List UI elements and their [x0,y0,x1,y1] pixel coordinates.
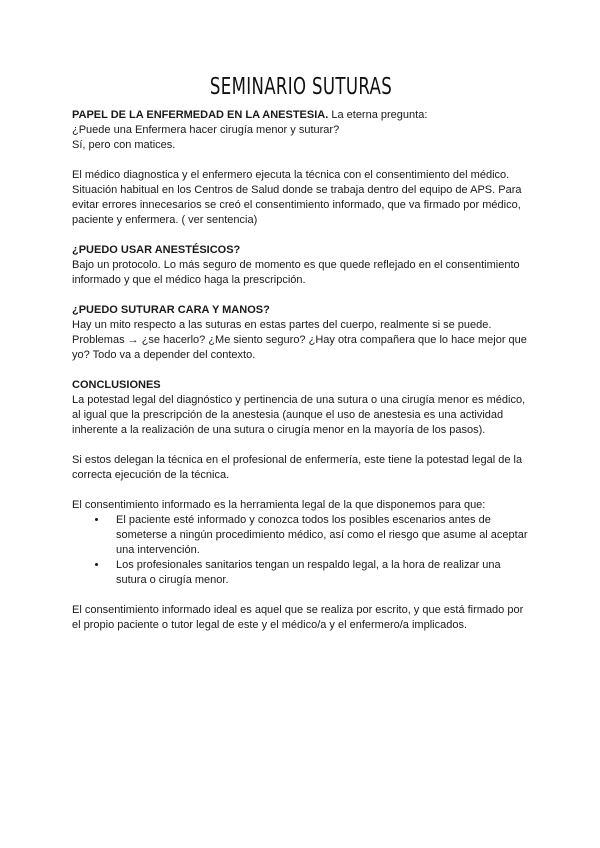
intro-heading-tail: La eterna pregunta: [328,109,428,121]
section-heading-conclusiones: CONCLUSIONES [72,379,161,391]
section-heading-anestesicos: ¿PUEDO USAR ANESTÉSICOS? [72,244,241,256]
list-item: • Los profesionales sanitarios tengan un respaldo legal, a la hora de realizar una sutura o cirugía menor. [108,558,530,588]
section-body-anestesicos: Bajo un protocolo. Lo más seguro de momento es que quede reflejado en el consentimiento informado y que el médico haga la prescripción. [72,259,520,286]
section-heading-cara-manos: ¿PUEDO SUTURAR CARA Y MANOS? [72,304,270,316]
conclusiones-paragraph-1: La potestad legal del diagnóstico y pertinencia de una sutura o una cirugía menor es médico, al igual que la prescripción de la anestesia (aunque el uso de anestesia es una actividad inherente a la realización de una sutura o cirugía menor en la mayoría de los pasos). [72,394,526,436]
conclusiones-paragraph-2: Si estos delegan la técnica en el profesional de enfermería, este tiene la potestad legal de la correcta ejecución de la técnica. [72,454,523,481]
list-item: • El paciente esté informado y conozca todos los posibles escenarios antes de someterse a ningún procedimiento médico, así como el riesgo que asume al aceptar una intervención. [108,513,530,558]
paragraph-consent: El médico diagnostica y el enfermero ejecuta la técnica con el consentimiento del médico. Situación habitual en los Centros de Salud donde se trabaja dentro del equipo de APS. Para evitar errores innecesarios se creó el consentimiento informado, que va firmado por médico, paciente y enfermera. ( ver sentencia) [72,169,522,226]
consent-bullet-list [72,513,530,588]
intro-line-2: ¿Puede una Enfermera hacer cirugía menor y suturar? [72,124,340,136]
intro-heading: PAPEL DE LA ENFERMEDAD EN LA ANESTESIA. [72,109,329,121]
section-body-cara-manos: Hay un mito respecto a las suturas en estas partes del cuerpo, realmente si se puede. Problemas → ¿se hacerlo? ¿Me siento seguro? ¿Hay otra compañera que lo hace mejor que yo? Todo va a depender del contexto. [72,319,527,361]
conclusiones-paragraph-3: El consentimiento informado es la herramienta legal de la que disponemos para que: [72,499,486,511]
page-title: SEMINARIO SUTURAS [209,74,393,100]
conclusiones-paragraph-4: El consentimiento informado ideal es aquel que se realiza por escrito, y que está firmado por el propio paciente o tutor legal de este y el médico/a y el enfermero/a implicados. [72,604,524,631]
intro-line-3: Sí, pero con matices. [72,139,176,151]
intro-line-1 [72,108,530,123]
document-page [72,72,530,633]
